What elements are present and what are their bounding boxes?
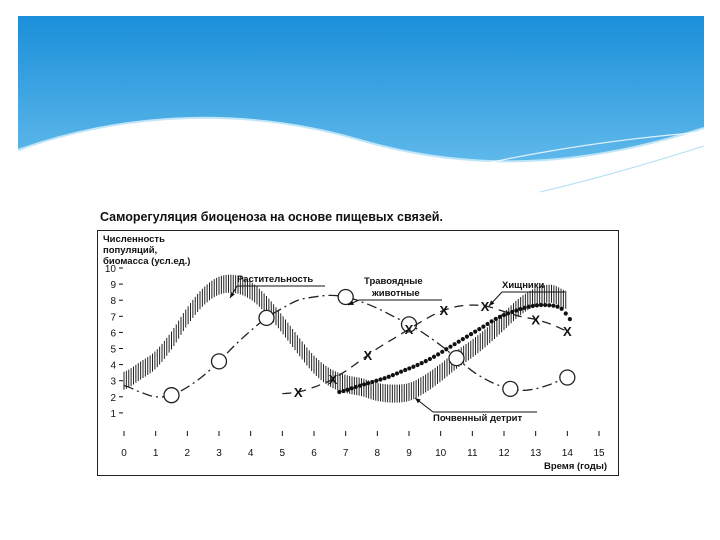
detritus-dot xyxy=(383,376,387,380)
detritus-dot xyxy=(481,324,485,328)
x-tick-label: 9 xyxy=(406,448,412,459)
detritus-dot xyxy=(424,359,428,363)
detritus-dot xyxy=(341,389,345,393)
detritus-dot xyxy=(498,315,502,319)
herbivore-circle-marker xyxy=(164,388,179,403)
detritus-dot xyxy=(387,375,391,379)
detritus-dot xyxy=(518,307,522,311)
x-tick-label: 14 xyxy=(561,448,573,459)
detritus-dot xyxy=(560,307,564,311)
label-herbivores: Травоядные xyxy=(364,276,423,287)
slide-title: Саморегуляция биоценоза на основе пищевых связей. xyxy=(100,210,443,224)
predator-x-marker: X xyxy=(439,303,449,319)
y-tick-label: 1 xyxy=(110,408,116,420)
x-tick-label: 1 xyxy=(152,448,159,459)
y-tick-label: 2 xyxy=(110,392,116,404)
label-predators: Хищники xyxy=(502,280,545,291)
detritus-dot xyxy=(555,305,559,309)
predator-x-marker: X xyxy=(562,323,572,339)
detritus-dot xyxy=(485,322,489,326)
detritus-dot xyxy=(522,306,526,310)
detritus-dot xyxy=(415,363,419,367)
detritus-dot xyxy=(407,366,411,370)
x-tick-label: 6 xyxy=(311,448,317,459)
label-detritus: Почвенный детрит xyxy=(433,413,523,424)
x-tick-label: 2 xyxy=(184,448,191,459)
y-tick-label: 8 xyxy=(110,296,116,308)
herbivore-circle-marker xyxy=(212,354,227,369)
herbivore-circle-marker xyxy=(503,381,518,396)
detritus-dot xyxy=(448,345,452,349)
x-tick-label: 7 xyxy=(342,448,349,459)
detritus-dot xyxy=(362,382,366,386)
x-tick-label: 15 xyxy=(593,448,605,459)
detritus-dot xyxy=(568,317,572,321)
detritus-dot xyxy=(432,355,436,359)
detritus-dot xyxy=(469,332,473,336)
detritus-dot xyxy=(395,371,399,375)
detritus-dot xyxy=(461,337,465,341)
y-tick-label: 9 xyxy=(110,280,116,292)
predator-x-marker: X xyxy=(480,299,490,315)
detritus-dot xyxy=(547,303,551,307)
y-axis-label: Численность xyxy=(103,234,165,245)
detritus-dot xyxy=(490,319,494,323)
detritus-dot xyxy=(527,305,531,309)
detritus-dot xyxy=(391,373,395,377)
detritus-dot xyxy=(370,380,374,384)
detritus-dot xyxy=(420,361,424,365)
detritus-dot xyxy=(440,350,444,354)
predator-x-marker: X xyxy=(293,384,303,400)
herbivore-circle-marker xyxy=(449,351,464,366)
detritus-dot xyxy=(551,304,555,308)
detritus-dot xyxy=(494,317,498,321)
detritus-dot xyxy=(473,330,477,334)
y-tick-label: 5 xyxy=(110,344,116,356)
leader-vegetation xyxy=(230,286,325,298)
predator-x-marker: X xyxy=(363,348,373,364)
predator-x-marker: X xyxy=(404,322,414,338)
x-tick-label: 8 xyxy=(374,448,381,459)
decorative-wave-header xyxy=(0,0,720,210)
label-vegetation: Растительность xyxy=(237,274,314,285)
population-chart xyxy=(97,230,619,476)
detritus-dot xyxy=(374,379,378,383)
y-tick-label: 4 xyxy=(110,360,116,372)
predator-x-marker: X xyxy=(328,371,338,387)
x-tick-label: 4 xyxy=(247,448,254,459)
y-tick-label: 7 xyxy=(110,312,116,324)
detritus-dot xyxy=(543,303,547,307)
y-tick-label: 6 xyxy=(110,328,116,340)
detritus-dot xyxy=(354,385,358,389)
detritus-dot xyxy=(399,370,403,374)
detritus-dot xyxy=(444,347,448,351)
series-predators-line xyxy=(282,305,567,394)
x-tick-label: 10 xyxy=(435,448,447,459)
label-herbivores: животные xyxy=(372,288,420,299)
x-tick-label: 0 xyxy=(121,448,127,459)
x-tick-label: 3 xyxy=(216,448,222,459)
detritus-dot xyxy=(436,352,440,356)
detritus-dot xyxy=(502,313,506,317)
x-tick-label: 12 xyxy=(498,448,510,459)
detritus-dot xyxy=(411,365,415,369)
detritus-dot xyxy=(510,310,514,314)
leader-detritus xyxy=(415,398,537,412)
predator-x-marker: X xyxy=(531,312,541,328)
detritus-dot xyxy=(403,368,407,372)
detritus-dot xyxy=(345,388,349,392)
x-tick-label: 13 xyxy=(530,448,542,459)
detritus-dot xyxy=(453,342,457,346)
y-axis-label: популяций, xyxy=(103,245,158,256)
x-tick-label: 11 xyxy=(467,448,478,459)
detritus-dot xyxy=(465,335,469,339)
detritus-dot xyxy=(539,303,543,307)
detritus-dot xyxy=(531,304,535,308)
y-tick-label: 3 xyxy=(110,376,116,388)
herbivore-circle-marker xyxy=(259,310,274,325)
detritus-dot xyxy=(428,357,432,361)
detritus-dot xyxy=(350,386,354,390)
herbivore-circle-marker xyxy=(560,370,575,385)
x-tick-label: 5 xyxy=(279,448,286,459)
detritus-dot xyxy=(358,384,362,388)
detritus-dot xyxy=(477,327,481,331)
detritus-dot xyxy=(366,381,370,385)
x-axis-label: Время (годы) xyxy=(543,461,607,472)
detritus-dot xyxy=(506,311,510,315)
detritus-dot xyxy=(337,390,341,394)
detritus-dot xyxy=(378,377,382,381)
detritus-dot xyxy=(457,340,461,344)
y-axis-label: биомасса (усл.ед.) xyxy=(103,256,191,267)
detritus-dot xyxy=(564,311,568,315)
detritus-dot xyxy=(535,303,539,307)
y-tick-label: 10 xyxy=(104,264,116,275)
detritus-dot xyxy=(514,308,518,312)
